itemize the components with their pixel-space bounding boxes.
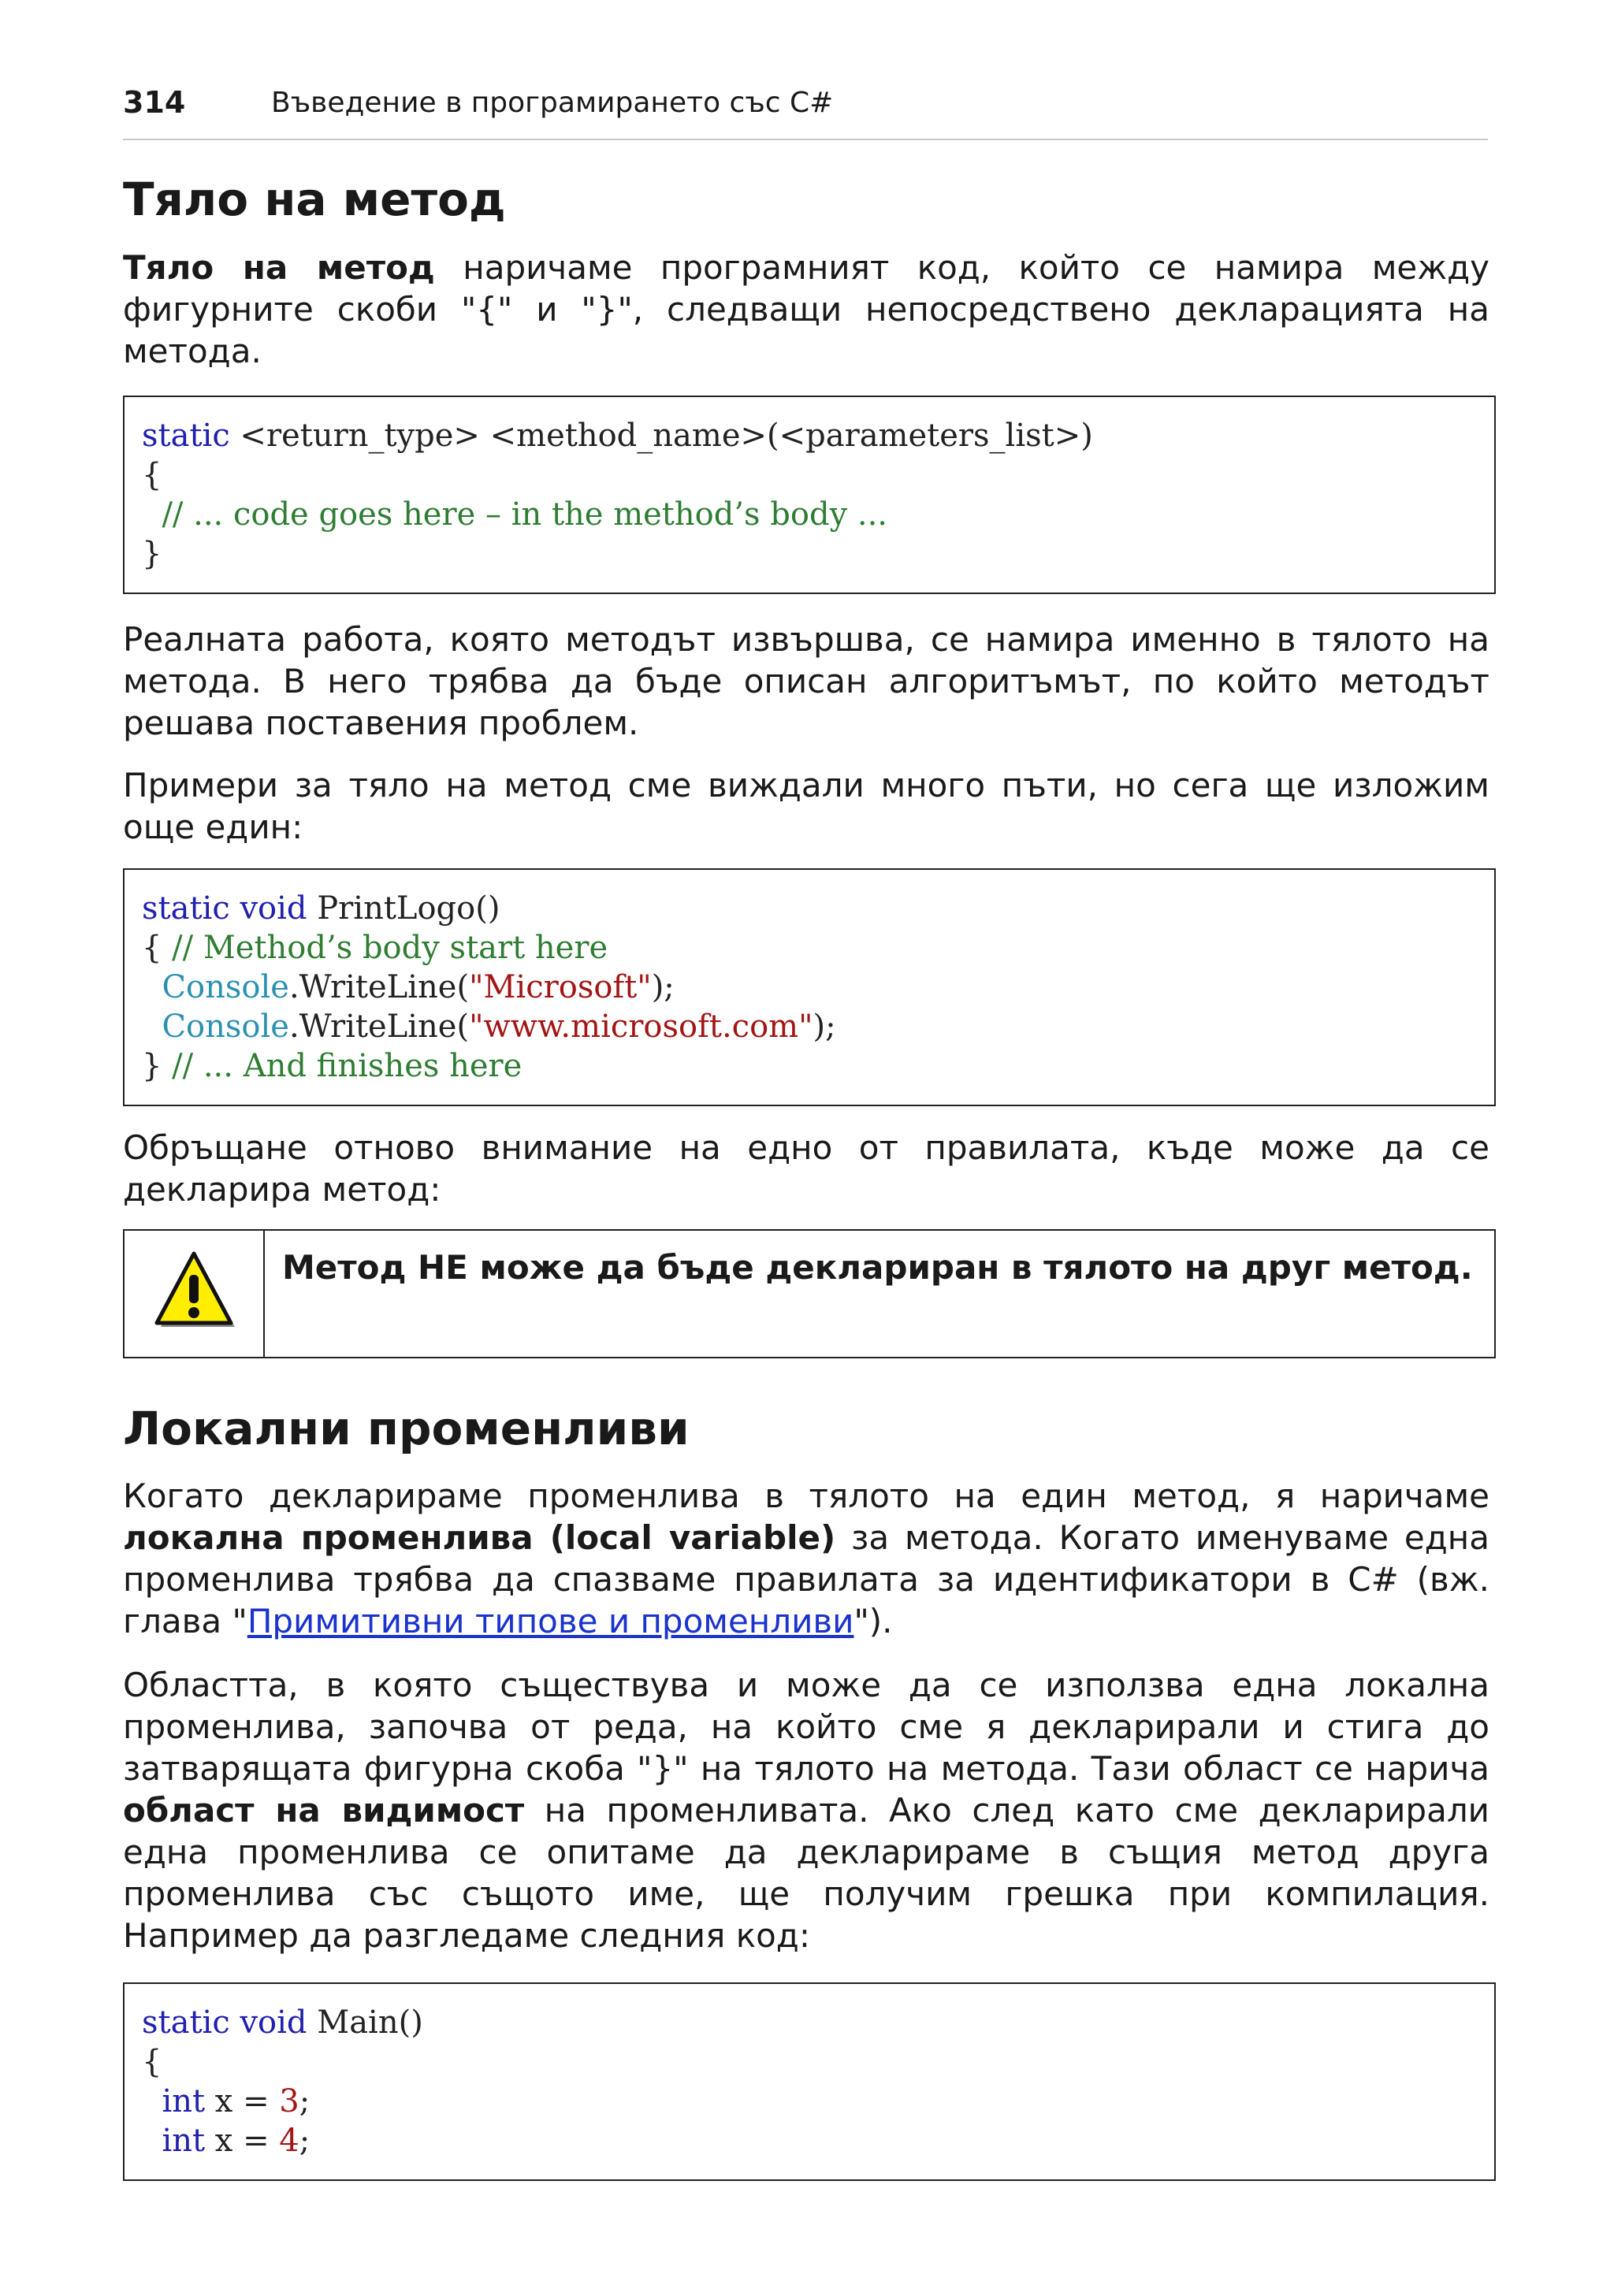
code-method-name: Main: [317, 2004, 399, 2041]
code-keyword: static: [142, 418, 230, 454]
paragraph-rule-reminder: Обръщане отново внимание на едно от правилата, къде може да се декларира метод:: [123, 1128, 1489, 1209]
code-text: {: [142, 457, 162, 493]
section-title-local-variables: Локални променливи: [123, 1402, 690, 1455]
warning-text: Метод НЕ може да бъде деклариран в тялото на друг метод.: [282, 1248, 1473, 1287]
code-block-print-logo: static void PrintLogo() { // Method’s body start here Console.WriteLine("Microsoft"); Console.WriteLine("www.microsoft.com"); } // ... And finishes here: [123, 868, 1496, 1106]
running-title: Въведение в програмирането със C#: [271, 87, 834, 119]
code-number: 4: [279, 2123, 299, 2159]
section-title-method-body: Тяло на метод: [123, 173, 506, 226]
code-comment: // ... And finishes here: [172, 1048, 523, 1084]
code-keyword: void: [240, 2004, 307, 2041]
paragraph-scope: Областта, в която съществува и може да се използва една локална променлива, започва от реда, на който сме я декларирали и стига до затварящата фигурна скоба "}" на тялото на метода. Тази област се нарича област на видимост на променливата. Ако след като сме декларирали една променлива се опитаме да декларираме в същия метод друга променлива със същото име, ще получим грешка при компилация. Например да разгледаме следния код:: [123, 1666, 1489, 1955]
paragraph-local-variable-def: Когато декларираме променлива в тялото на един метод, я наричаме локална променлива (local variable) за метода. Когато именуваме една променлива трябва да спазваме правилата за идентификатори в C# (вж. глава "Примитивни типове и променливи").: [123, 1477, 1489, 1640]
code-comment: // Method’s body start here: [172, 930, 608, 966]
code-type: Console: [162, 1009, 289, 1045]
warning-note: [123, 1229, 1496, 1358]
code-block-method-syntax: [123, 396, 1496, 594]
warning-icon: [151, 1250, 238, 1336]
chapter-link-primitive-types[interactable]: Примитивни типове и променливи: [247, 1602, 854, 1640]
code-keyword: static: [142, 890, 230, 927]
code-type: Console: [162, 969, 289, 1005]
code-keyword: int: [162, 2123, 206, 2159]
code-text: }: [142, 536, 162, 572]
page-number: 314: [123, 85, 186, 120]
code-method-name: PrintLogo: [317, 890, 476, 927]
term-scope: област на видимост: [123, 1791, 525, 1830]
code-keyword: void: [240, 890, 307, 927]
term-method-body: Тяло на метод: [123, 248, 435, 287]
paragraph-real-work: Реалната работа, която методът извършва, се намира именно в тялото на метода. В него трябва да бъде описан алгоритъмът, по който методът решава поставения проблем.: [123, 620, 1489, 742]
code-keyword: int: [162, 2083, 206, 2120]
code-number: 3: [279, 2083, 299, 2120]
code-text: <return_type> <method_name>(<parameters_list>): [229, 418, 1093, 454]
warning-icon-cell: [125, 1231, 265, 1357]
code-keyword: static: [142, 2004, 230, 2041]
page-header: [123, 82, 1488, 140]
code-block-main: static void Main() { int x = 3; int x = 4;: [123, 1982, 1496, 2181]
paragraph-examples: Примери за тяло на метод сме виждали много пъти, но сега ще изложим още един:: [123, 766, 1489, 846]
method-body-intro: Тяло на метод наричаме програмният код, който се намира между фигурните скоби "{" и "}", следващи непосредствено декларацията на метода.: [123, 248, 1490, 370]
code-comment: // ... code goes here – in the method’s body ...: [162, 496, 888, 533]
code-string: "Microsoft": [469, 969, 652, 1005]
code-string: "www.microsoft.com": [469, 1009, 813, 1045]
term-local-variable: локална променлива (local variable): [123, 1518, 836, 1557]
